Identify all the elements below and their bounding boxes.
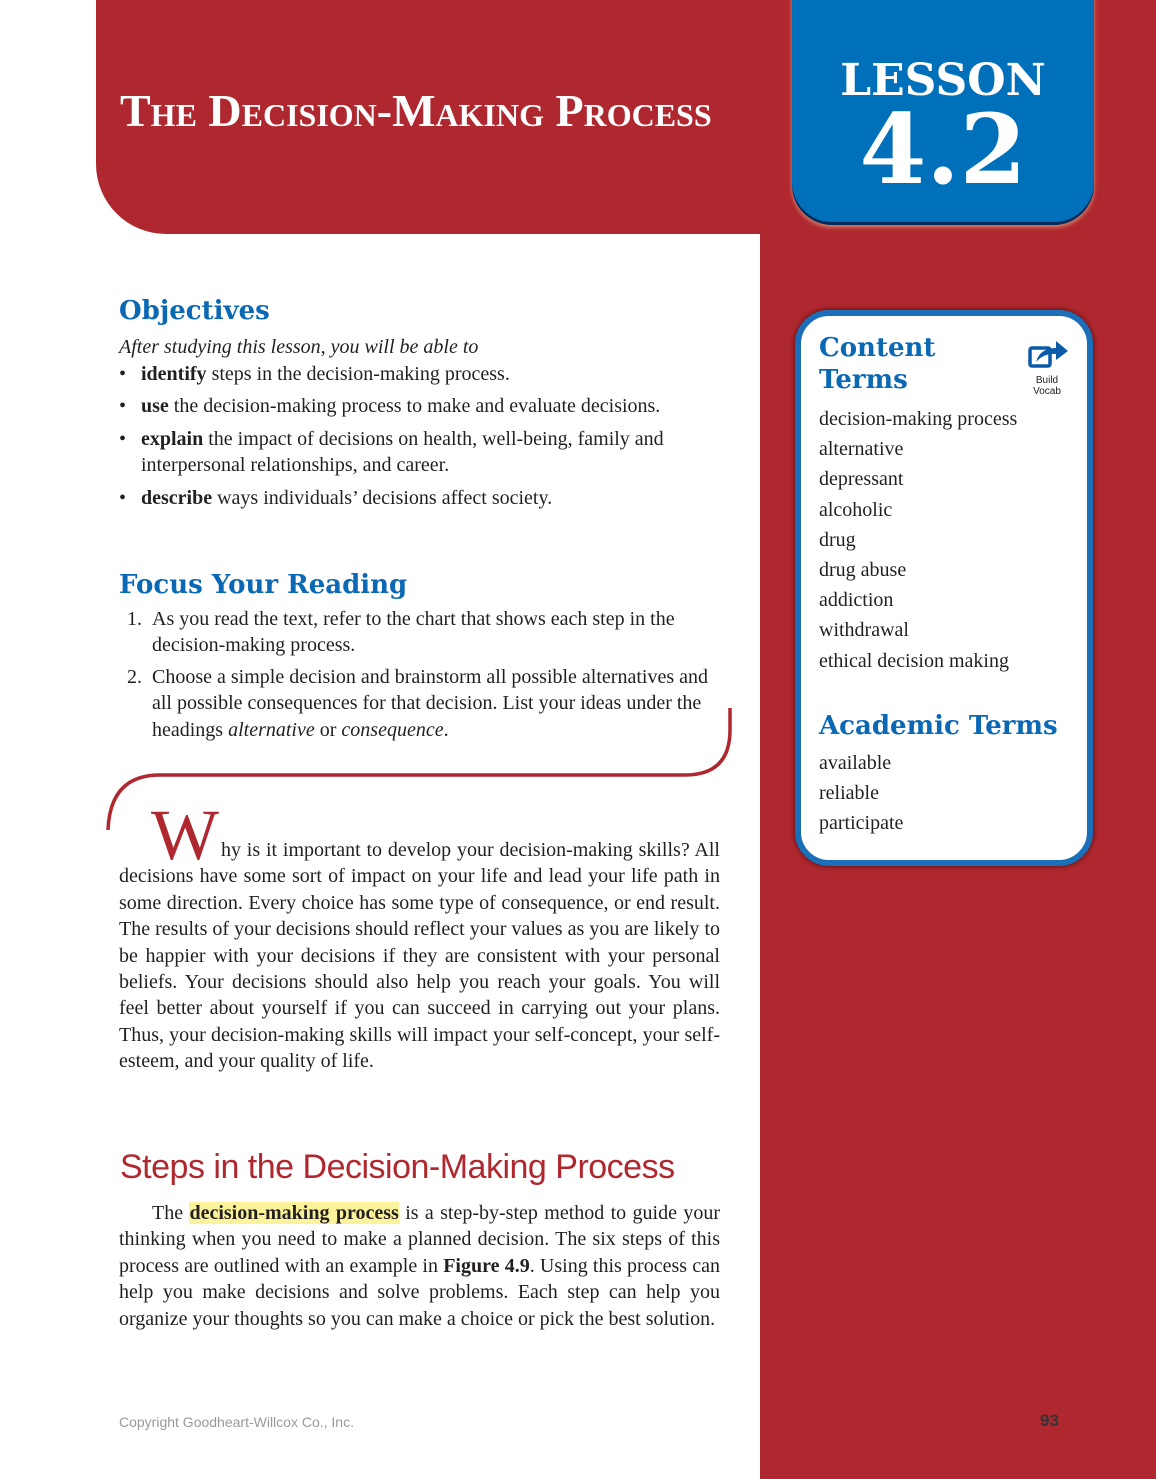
focus-list xyxy=(119,606,724,743)
content-term: depressant xyxy=(819,468,904,491)
objective-item: • identify steps in the decision-making process. xyxy=(119,361,739,387)
page-number: 93 xyxy=(1040,1411,1059,1430)
copyright: Copyright Goodheart-Willcox Co., Inc. xyxy=(119,1414,354,1430)
academic-term: participate xyxy=(819,812,904,835)
share-arrow-icon xyxy=(1024,338,1070,372)
focus-item: 1. As you read the text, refer to the chart that shows each step in the decision-making process. xyxy=(127,608,675,657)
objective-item: • describe ways individuals’ decisions affect society. xyxy=(119,485,739,511)
objective-item: • use the decision-making process to make and evaluate decisions. xyxy=(119,393,739,419)
academic-term: available xyxy=(819,751,892,774)
content-term: addiction xyxy=(819,589,894,612)
intro-paragraph: Why is it important to develop your decision-making skills? All decisions have some sort of impact on your life and lead your life path in some direction. Every choice has some type of consequence, or end result. The results of your decisions should reflect your values as you are likely to be happier with your decisions if they are consistent with your personal beliefs. Your decisions should also help you reach your goals. You will feel better about yourself if you can succeed in carrying out your plans. Thus, your decision-making skills will impact your self-concept, your self-esteem, and your quality of life. xyxy=(119,795,720,1073)
focus-item: 2. Choose a simple decision and brainstorm all possible alternatives and all possible consequences for that decision. List your ideas under the headings alternative or consequence. xyxy=(127,665,708,741)
lesson-badge xyxy=(792,0,1094,222)
academic-term: reliable xyxy=(819,782,879,805)
content-terms-list xyxy=(819,404,1087,676)
content-term: drug abuse xyxy=(819,559,907,582)
objectives-heading: Objectives xyxy=(119,296,270,326)
content-term: withdrawal xyxy=(819,619,909,642)
highlighted-term[interactable]: decision-making process xyxy=(189,1202,399,1224)
build-vocab-button[interactable]: Build Vocab xyxy=(1022,338,1072,397)
objectives-intro: After studying this lesson, you will be able to xyxy=(119,336,479,358)
content-term: alternative xyxy=(819,438,904,461)
focus-heading: Focus Your Reading xyxy=(119,570,408,600)
lesson-label: LESSON xyxy=(840,55,1046,106)
steps-paragraph: The decision-making process is a step-by-step method to guide your thinking when you need to make a planned decision. The six steps of this process are outlined with an example in Figure 4.9. Using this process can help you make decisions and solve problems. Each step can help you organize your thoughts so you can make a choice or pick the best solution. xyxy=(119,1202,721,1330)
content-term: ethical decision making xyxy=(819,649,1009,672)
focus-section xyxy=(119,570,724,748)
lesson-number: 4.2 xyxy=(859,93,1027,206)
content-term: drug xyxy=(819,528,856,551)
steps-heading: Steps in the Decision-Making Process xyxy=(120,1148,675,1186)
objectives-list xyxy=(119,361,739,511)
drop-cap: W xyxy=(151,795,219,875)
figure-reference[interactable]: Figure 4.9 xyxy=(443,1254,530,1277)
academic-terms-heading: Academic Terms xyxy=(819,710,1058,741)
objective-item: • explain the impact of decisions on health, well-being, family and interpersonal relationships, and career. xyxy=(119,426,739,479)
academic-terms-list xyxy=(819,748,1087,839)
lesson-title: The Decision-Making Process xyxy=(120,85,712,136)
content-terms-heading: Content Terms xyxy=(819,333,936,395)
objectives-section xyxy=(119,296,739,517)
content-term: alcoholic xyxy=(819,498,893,521)
content-term: decision-making process xyxy=(819,408,1018,430)
